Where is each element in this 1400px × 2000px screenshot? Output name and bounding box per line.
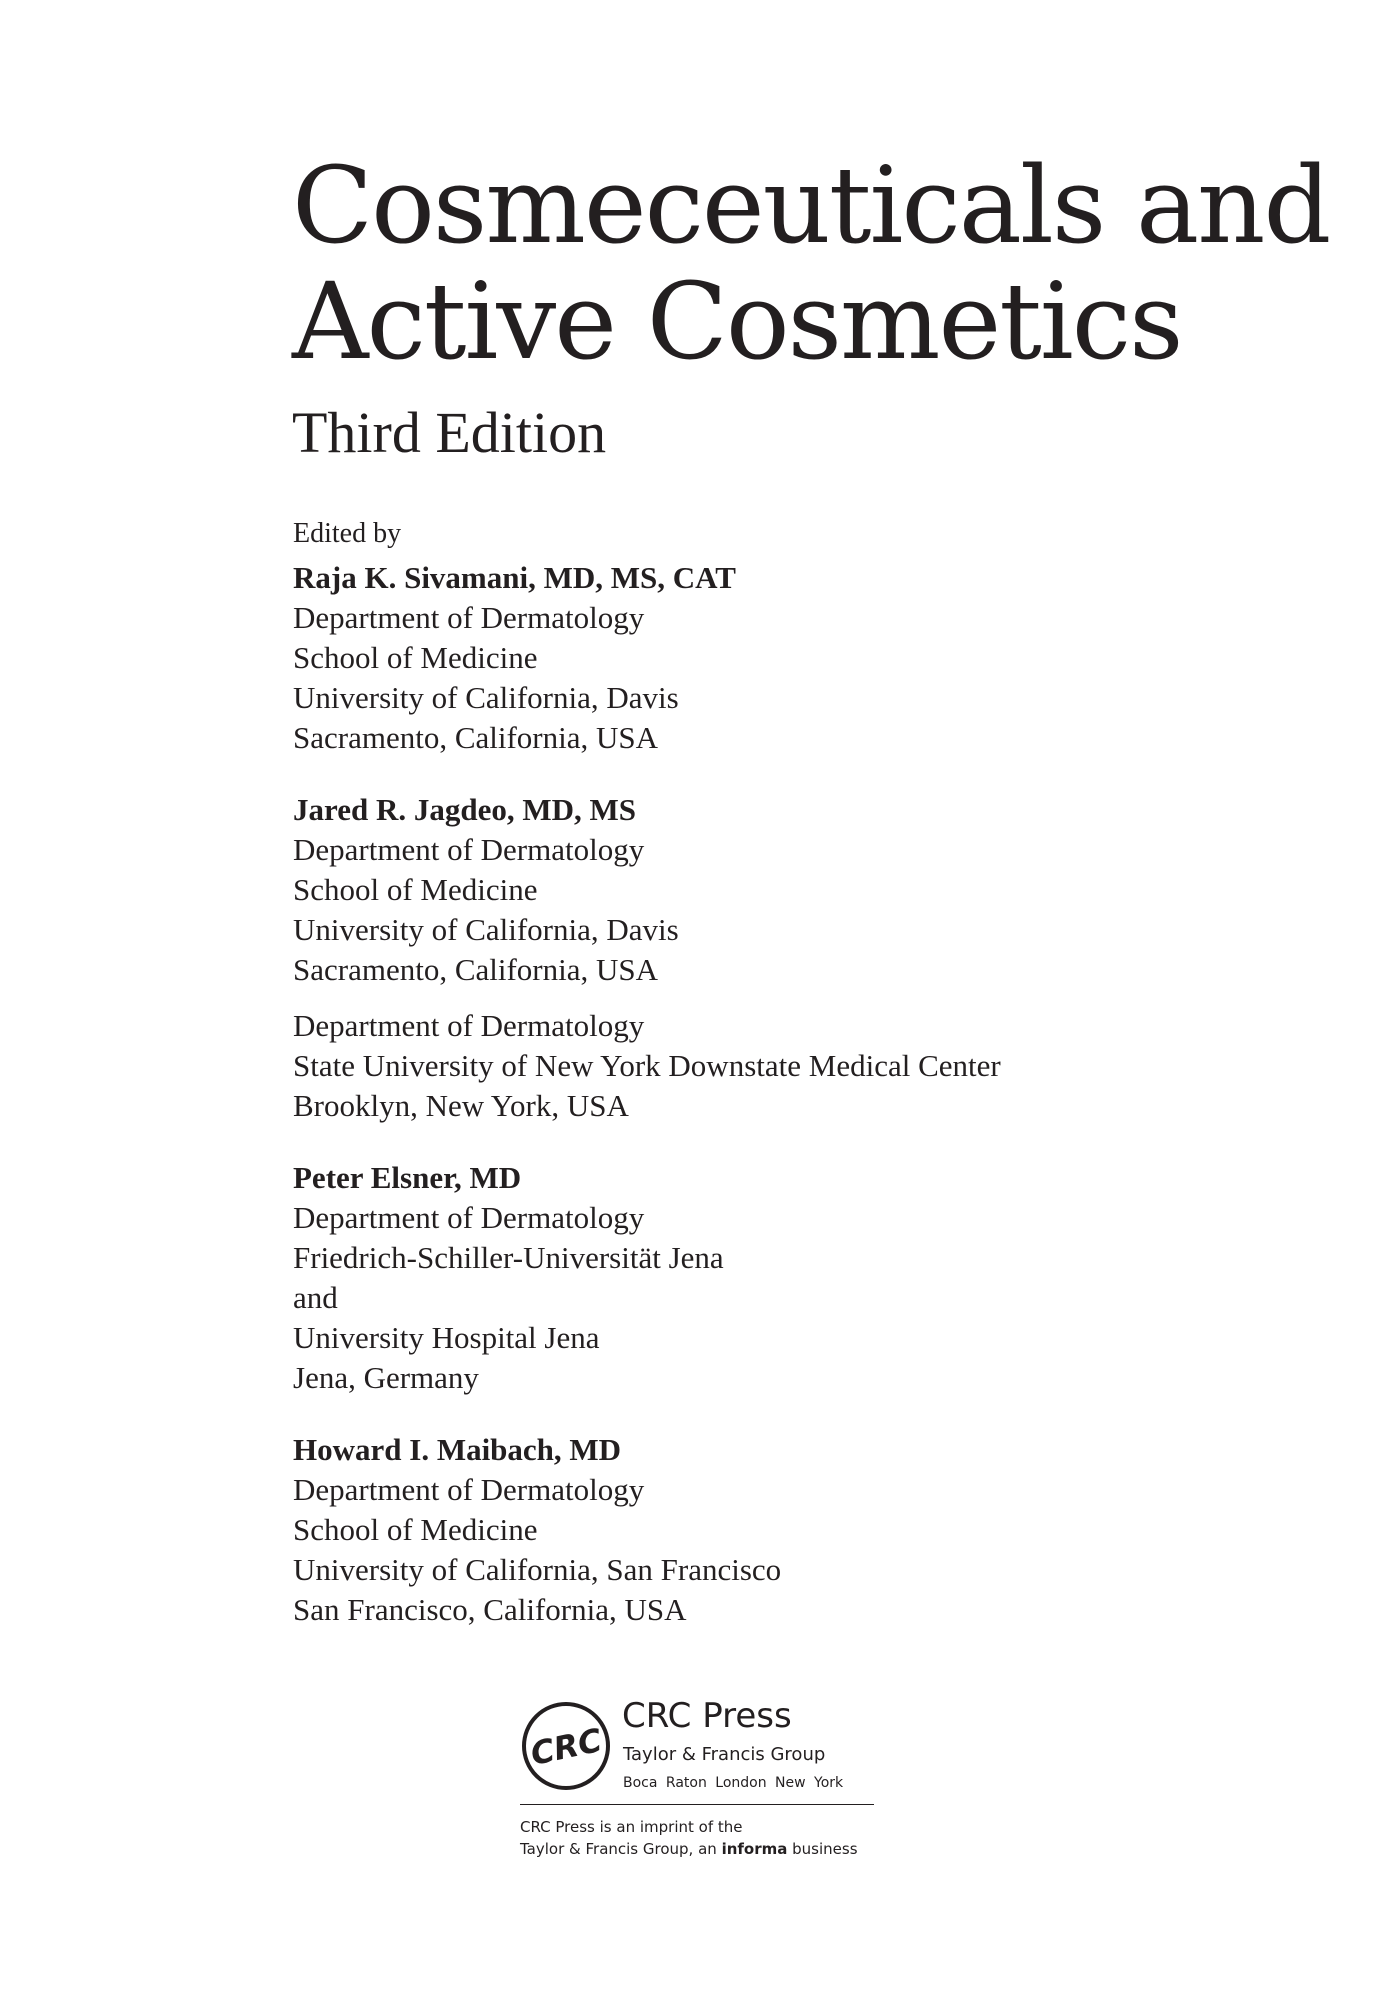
edited-by-label: Edited by — [293, 518, 402, 549]
imprint-prefix: Taylor & Francis Group, an — [520, 1840, 722, 1858]
affiliation-line: Department of Dermatology — [293, 600, 645, 635]
publisher-cities: Boca Raton London New York — [623, 1775, 844, 1791]
edition-label: Third Edition — [292, 400, 607, 465]
editor-name: Raja K. Sivamani, MD, MS, CAT — [293, 560, 736, 595]
imprint-suffix: business — [787, 1840, 858, 1858]
affiliation-line: and — [293, 1280, 338, 1315]
publisher-divider — [520, 1804, 874, 1805]
editor-3 — [293, 1158, 1293, 1398]
publisher-block — [520, 1696, 920, 1858]
crc-logo-icon — [520, 1700, 612, 1792]
editor-name: Jared R. Jagdeo, MD, MS — [293, 792, 636, 827]
editor-1 — [293, 558, 1293, 758]
affiliation-line: Friedrich-Schiller-Universität Jena — [293, 1240, 724, 1275]
affiliation-line: School of Medicine — [293, 1512, 538, 1547]
book-title-line-2: Active Cosmetics — [292, 260, 1182, 383]
publisher-group: Taylor & Francis Group — [623, 1744, 826, 1765]
crc-logo-text: CRC — [527, 1720, 606, 1774]
affiliation-line: University of California, Davis — [293, 680, 679, 715]
publisher-name: CRC Press — [622, 1696, 792, 1736]
imprint-statement — [520, 1816, 858, 1860]
editor-4 — [293, 1430, 1293, 1630]
affiliation-line: University Hospital Jena — [293, 1320, 600, 1355]
affiliation-line: School of Medicine — [293, 872, 538, 907]
affiliation-line: Department of Dermatology — [293, 832, 645, 867]
affiliation — [293, 598, 1293, 758]
affiliation — [293, 1470, 1293, 1630]
affiliation-line: Department of Dermatology — [293, 1200, 645, 1235]
publisher-logo-row — [520, 1696, 920, 1858]
title-block — [292, 144, 1352, 466]
affiliation-line: School of Medicine — [293, 640, 538, 675]
editors-section — [293, 514, 1293, 1662]
affiliation — [293, 830, 1293, 990]
affiliation-line: University of California, Davis — [293, 912, 679, 947]
imprint-line-2 — [520, 1838, 858, 1860]
imprint-line-1: CRC Press is an imprint of the — [520, 1818, 743, 1836]
book-title-line-1: Cosmeceuticals and — [292, 144, 1330, 267]
affiliation-line: University of California, San Francisco — [293, 1552, 782, 1587]
affiliation-line: Sacramento, California, USA — [293, 720, 659, 755]
affiliation-line: Department of Dermatology — [293, 1008, 645, 1043]
imprint-informa: informa — [721, 1840, 788, 1858]
affiliation — [293, 1006, 1293, 1126]
affiliation-line: San Francisco, California, USA — [293, 1592, 687, 1627]
affiliation-line: State University of New York Downstate Medical Center — [293, 1048, 1001, 1083]
editor-name: Peter Elsner, MD — [293, 1160, 522, 1195]
editor-name: Howard I. Maibach, MD — [293, 1432, 622, 1467]
editor-2 — [293, 790, 1293, 1126]
affiliation — [293, 1198, 1293, 1398]
affiliation-line: Department of Dermatology — [293, 1472, 645, 1507]
affiliation-line: Jena, Germany — [293, 1360, 479, 1395]
affiliation-line: Brooklyn, New York, USA — [293, 1088, 629, 1123]
affiliation-line: Sacramento, California, USA — [293, 952, 659, 987]
